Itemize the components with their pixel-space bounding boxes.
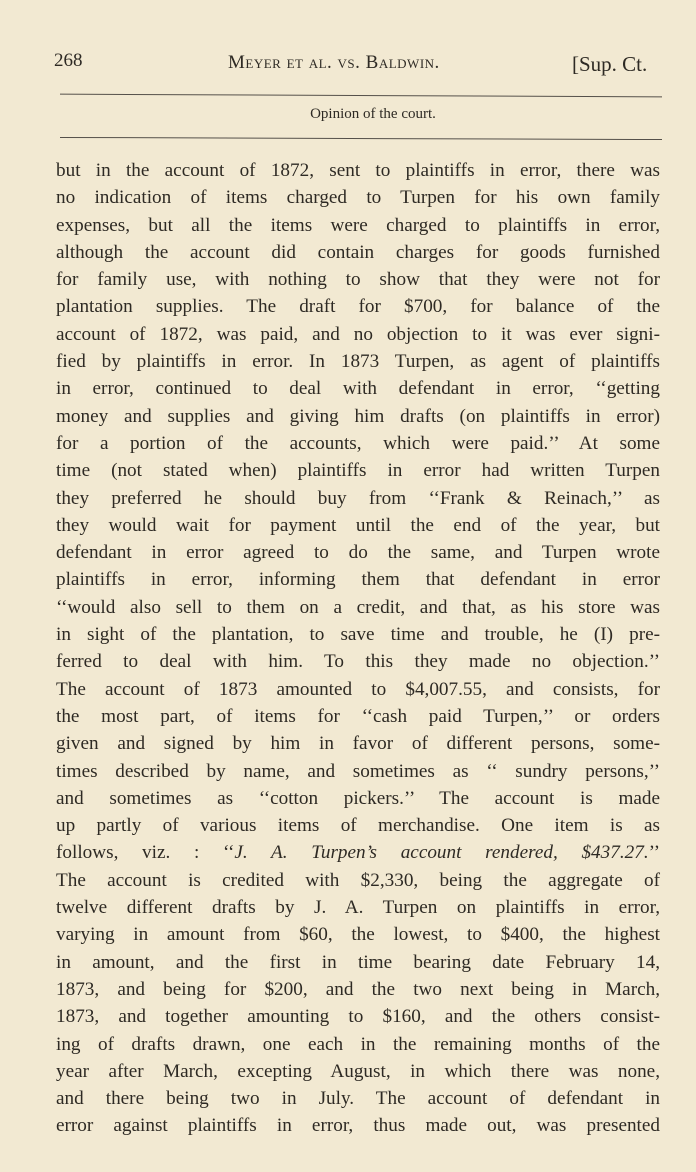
text-line: year after March, excepting August, in which there was none, [56, 1060, 660, 1082]
section-subheading: Opinion of the court. [310, 106, 436, 122]
text-line: ‘‘would also sell to them on a credit, and that, as his store was [56, 596, 660, 618]
text-line: in sight of the plantation, to save time and trouble, he (I) pre- [56, 624, 660, 646]
page-number: 268 [54, 50, 83, 71]
italic-quote: J. A. Turpen’s account rendered, $437.27. [234, 842, 649, 864]
text-line: ing of drafts drawn, one each in the remaining months of the [56, 1033, 660, 1055]
text-line: in error, continued to deal with defendant in error, ‘‘getting [56, 378, 660, 400]
text-line: and sometimes as ‘‘cotton pickers.’’ The account is made [56, 787, 660, 809]
text-line: times described by name, and sometimes as ‘‘ sundry persons,’’ [56, 760, 660, 782]
text-line: money and supplies and giving him drafts (on plaintiffs in error) [56, 405, 660, 427]
header-rule-bottom [60, 137, 662, 140]
text-line: ferred to deal with him. To this they made no objection.’’ [56, 651, 660, 673]
text-line: expenses, but all the items were charged to plaintiffs in error, [56, 214, 660, 236]
text-fragment: follows, viz. : ‘‘ [56, 842, 235, 864]
text-line: but in the account of 1872, sent to plaintiffs in error, there was [56, 160, 660, 181]
text-line: plaintiffs in error, informing them that defendant in error [56, 569, 660, 591]
text-line: in amount, and the first in time bearing date February 14, [56, 951, 660, 973]
text-line: 1873, and being for $200, and the two next being in March, [56, 978, 660, 1000]
text-line: varying in amount from $60, the lowest, to $400, the highest [56, 924, 660, 946]
court-label: [Sup. Ct. [572, 52, 648, 76]
text-line: no indication of items charged to Turpen for his own family [56, 187, 660, 209]
running-title: Meyer et al. vs. Baldwin. [228, 52, 440, 73]
text-line: 1873, and together amounting to $160, and the others consist- [56, 1006, 660, 1028]
text-line: given and signed by him in favor of different persons, some- [56, 733, 660, 755]
header-rule-top [60, 94, 662, 98]
text-line: plantation supplies. The draft for $700, for balance of the [56, 296, 660, 318]
text-line: time (not stated when) plaintiffs in error had written Turpen [56, 460, 660, 482]
text-line: they preferred he should buy from ‘‘Frank & Reinach,’’ as [56, 487, 660, 509]
text-line: account of 1872, was paid, and no objection to it was ever signi- [56, 323, 660, 345]
text-line: the most part, of items for ‘‘cash paid Turpen,’’ or orders [56, 705, 660, 727]
text-line: The account of 1873 amounted to $4,007.55, and consists, for [56, 678, 660, 700]
text-line: and there being two in July. The account of defendant in [56, 1088, 660, 1110]
text-line: error against plaintiffs in error, thus made out, was presented [56, 1115, 660, 1137]
text-line [56, 839, 660, 866]
text-line: twelve different drafts by J. A. Turpen on plaintiffs in error, [56, 897, 660, 919]
text-line: The account is credited with $2,330, being the aggregate of [56, 869, 660, 891]
text-fragment: ’’ [648, 842, 660, 864]
text-line: defendant in error agreed to do the same, and Turpen wrote [56, 542, 660, 564]
text-line: although the account did contain charges for goods furnished [56, 241, 660, 263]
body-text [56, 157, 660, 1140]
text-line: for family use, with nothing to show that they were not for [56, 269, 660, 291]
text-line: for a portion of the accounts, which were paid.’’ At some [56, 432, 660, 454]
text-line: up partly of various items of merchandise. One item is as [56, 815, 660, 837]
text-line: they would wait for payment until the end of the year, but [56, 514, 660, 536]
text-line: fied by plaintiffs in error. In 1873 Turpen, as agent of plaintiffs [56, 351, 660, 373]
